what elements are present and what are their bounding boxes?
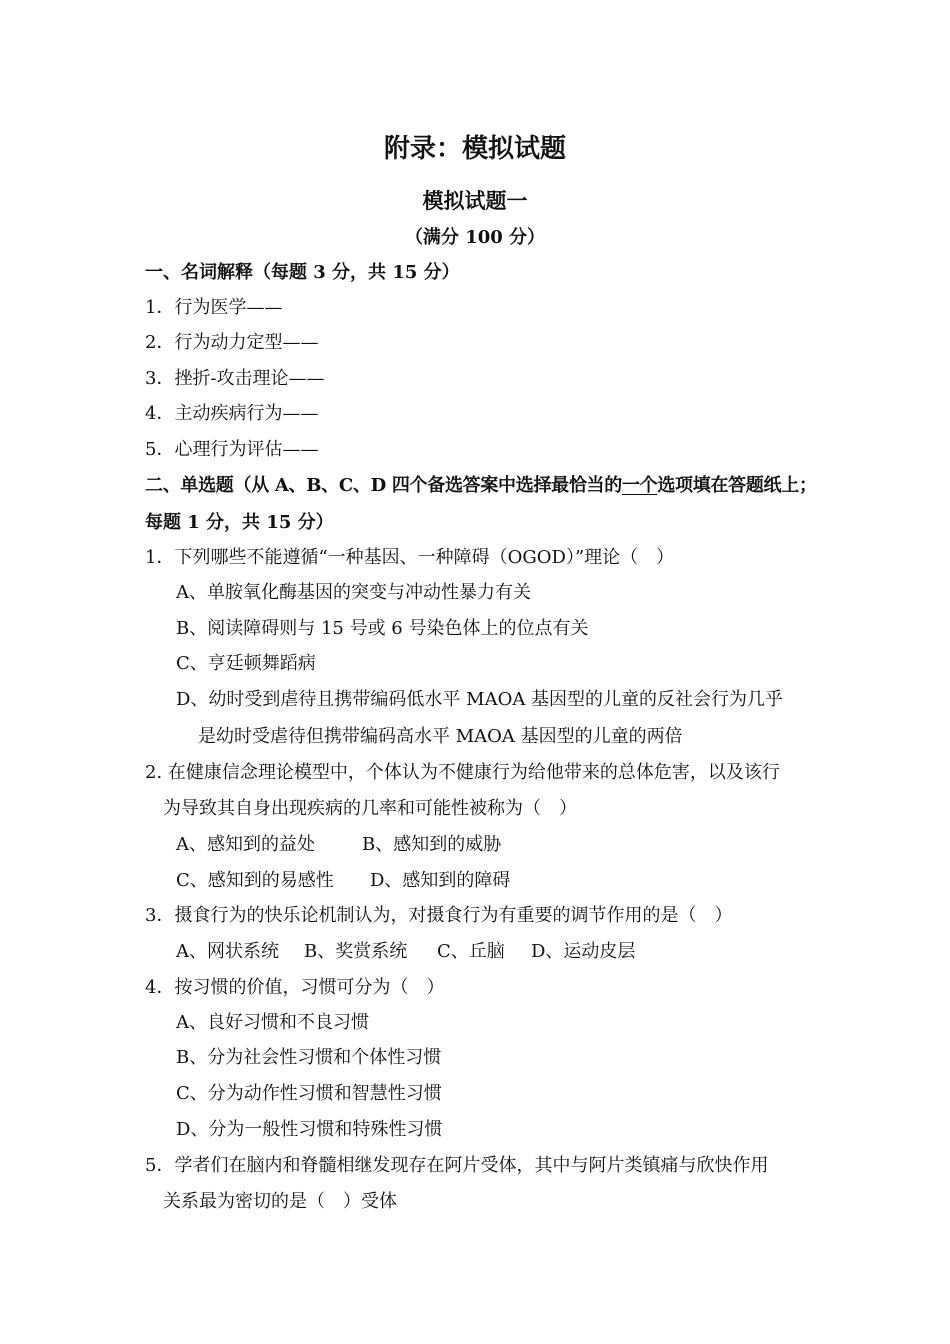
section2-heading-line2: 每题 1 分，共 15 分） [145, 512, 334, 533]
question-3-option-c: C、丘脑 [437, 941, 505, 962]
list-item: 1．行为医学—— [145, 297, 283, 318]
page-title: 附录：模拟试题 [383, 134, 566, 164]
list-item: 2．行为动力定型—— [145, 332, 319, 353]
question-4-option-d: D、分为一般性习惯和特殊性习惯 [176, 1119, 443, 1140]
exam-subtitle: 模拟试题一 [422, 188, 528, 213]
list-item: 4．主动疾病行为—— [145, 403, 319, 424]
question-5-stem-cont: 关系最为密切的是（ ）受体 [163, 1191, 397, 1212]
question-4-option-b: B、分为社会性习惯和个体性习惯 [176, 1047, 442, 1068]
question-4-option-a: A、良好习惯和不良习惯 [176, 1012, 369, 1033]
question-2-option-a: A、感知到的益处 [176, 834, 315, 855]
question-1-option-d-cont: 是幼时受虐待但携带编码高水平 MAOA 基因型的儿童的两倍 [198, 726, 683, 747]
score-note: （满分 100 分） [404, 227, 546, 248]
question-2-option-d: D、感知到的障碍 [370, 870, 511, 891]
list-item: 3．挫折-攻击理论—— [145, 368, 325, 389]
question-3-option-a: A、网状系统 [176, 941, 279, 962]
question-2-option-b: B、感知到的威胁 [362, 834, 502, 855]
question-2-stem: 2. 在健康信念理论模型中，个体认为不健康行为给他带来的总体危害，以及该行 [145, 762, 780, 783]
section1-heading: 一、名词解释（每题 3 分，共 15 分） [145, 262, 460, 283]
question-1-option-d: D、幼时受到虐待且携带编码低水平 MAOA 基因型的儿童的反社会行为几乎 [176, 689, 784, 710]
section2-heading-emphasis: 一个 [621, 475, 658, 496]
question-3-option-d: D、运动皮层 [531, 941, 636, 962]
question-1-option-a: A、单胺氧化酶基因的突变与冲动性暴力有关 [176, 582, 531, 603]
question-1-option-c: C、亨廷顿舞蹈病 [176, 653, 316, 674]
question-1-stem: 1．下列哪些不能遵循“一种基因、一种障碍（OGOD）”理论（ ） [145, 547, 675, 568]
list-item: 5．心理行为评估—— [145, 439, 319, 460]
question-5-stem: 5．学者们在脑内和脊髓相继发现存在阿片受体，其中与阿片类镇痛与欣快作用 [145, 1155, 769, 1176]
section2-heading-post: 选项填在答题纸上； [657, 475, 817, 496]
question-1-option-b: B、阅读障碍则与 15 号或 6 号染色体上的位点有关 [176, 618, 589, 639]
question-4-stem: 4．按习惯的价值，习惯可分为（ ） [145, 977, 445, 998]
question-2-option-c: C、感知到的易感性 [176, 870, 334, 891]
question-3-option-b: B、奖赏系统 [304, 941, 408, 962]
question-2-stem-cont: 为导致其自身出现疾病的几率和可能性被称为（ ） [163, 798, 577, 819]
section2-heading [145, 474, 817, 498]
section2-heading-pre: 二、单选题（从 A、B、C、D 四个备选答案中选择最恰当的 [145, 475, 622, 496]
question-3-stem: 3．摄食行为的快乐论机制认为，对摄食行为有重要的调节作用的是（ ） [145, 905, 733, 926]
question-4-option-c: C、分为动作性习惯和智慧性习惯 [176, 1083, 442, 1104]
